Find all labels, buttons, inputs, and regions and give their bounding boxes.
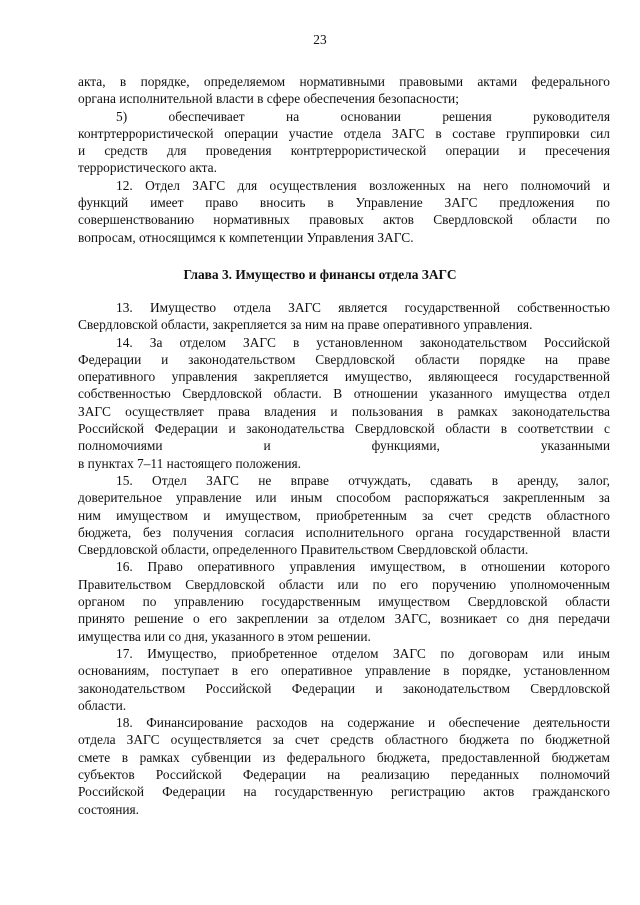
text-line: 16. Право оперативного управления имуществом, в отношении которого [116,559,610,575]
text-line: Правительством Свердловской области или по его поручению уполномоченным [78,576,610,592]
text-line: 5) обеспечивает на основании решения руководителя [116,108,610,124]
text-line: Свердловской области, закрепляется за ним на праве оперативного управления. [78,317,533,333]
text-line: и средств для проведения контртеррористической операции и пресечения [78,143,610,159]
text-line: ЗАГС осуществляет права владения и пользования в рамках законодательства [78,403,610,419]
text-line: доверительное управление или иным способом распоряжаться закрепленным за [78,490,610,506]
text-line: акта, в порядке, определяемом нормативными правовыми актами федерального [78,74,610,89]
text-line: Российской Федерации на государственную регистрацию актов гражданского [78,784,610,800]
chapter-heading: Глава 3. Имущество и финансы отдела ЗАГС [183,267,457,282]
text-line: бюджета, без получения согласия исполнительного органа государственной власти [78,524,610,540]
text-line: 18. Финансирование расходов на содержание и обеспечение деятельности [116,715,610,731]
text-line: оперативного управления закрепляется имущество, являющееся государственной [78,369,610,385]
text-line: функций имеет право вносить в Управление ЗАГС предложения по [78,195,610,211]
text-line: террористического акта. [78,160,217,176]
text-line: полномочиями и функциями, указанными [78,438,610,454]
text-block-lower [78,299,610,818]
page-number: 23 [313,32,327,47]
text-line: 15. Отдел ЗАГС не вправе отчуждать, сдавать в аренду, залог, [116,472,610,488]
text-line: 14. За отделом ЗАГС в установленном законодательством Российской [116,334,610,350]
text-line: Свердловской области, определенного Правительством Свердловской области. [78,542,529,558]
text-line: 17. Имущество, приобретенное отделом ЗАГС по договорам или иным [116,645,610,661]
text-line: ним имуществом и имуществом, приобретенным за счет средств областного [78,507,610,523]
text-line: смете в рамках субвенции из федерального бюджета, предоставленной бюджетам [78,749,610,765]
text-line: органа исполнительной власти в сфере обеспечения безопасности; [78,91,459,107]
text-line: субъектов Российской Федерации на реализацию переданных полномочий [78,767,610,783]
text-line: вопросам, относящимся к компетенции Управления ЗАГС. [78,229,414,245]
text-line: Федерации и законодательством Свердловской области порядке на праве [78,351,610,367]
text-line: принято решение о его закреплении за отделом ЗАГС, возникает со дня передачи [78,611,610,627]
text-line: собственностью Свердловской области. В отношении указанного имущества отдел [78,386,610,402]
text-line: области. [78,697,127,713]
text-block-upper [78,73,610,246]
text-line: законодательством Российской Федерации и законодательством Свердловской [78,680,610,696]
text-line: основаниям, поступает в его оперативное управление в порядке, установленном [78,663,610,679]
text-line: 12. Отдел ЗАГС для осуществления возложенных на него полномочий и [116,177,610,193]
text-line: имущества или со дня, указанного в этом решении. [78,628,371,644]
text-line: Российской Федерации и законодательства Свердловской области в соответствии с [78,421,610,437]
text-line: состояния. [78,801,140,817]
text-line: в пунктах 7–11 настоящего положения. [78,455,302,471]
text-line: 13. Имущество отдела ЗАГС является государственной собственностью [116,300,610,315]
text-line: отдела ЗАГС осуществляется за счет средств областного бюджета по бюджетной [78,732,610,748]
text-line: контртеррористической операции участие отдела ЗАГС в составе группировки сил [78,125,610,141]
text-line: совершенствованию нормативных правовых актов Свердловской области по [78,212,610,228]
text-line: органом по управлению государственным имуществом Свердловской области [78,594,610,610]
